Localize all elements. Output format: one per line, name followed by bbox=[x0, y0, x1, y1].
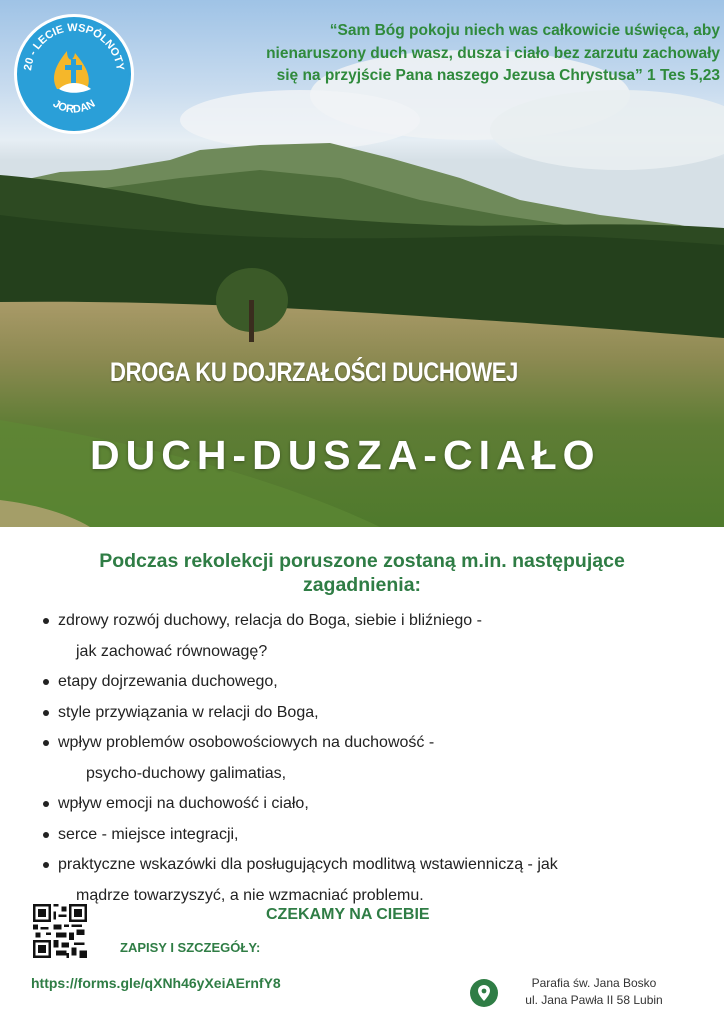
list-item: zdrowy rozwój duchowy, relacja do Boga, siebie i bliźniego - jak zachować równowagę? bbox=[40, 606, 700, 667]
parish-address bbox=[507, 975, 681, 1009]
topics-heading bbox=[30, 549, 694, 597]
list-item: wpływ problemów osobowościowych na duchowość - psycho-duchowy galimatias, bbox=[40, 728, 700, 789]
logo-graphic bbox=[17, 17, 131, 131]
quote-line: się na przyjście Pana naszego Jezusa Chrystusa” 1 Tes 5,23 bbox=[276, 67, 720, 84]
topics-heading-line: Podczas rekolekcji poruszone zostaną m.in. następujące bbox=[99, 550, 625, 572]
retreat-title: DUCH-DUSZA-CIAŁO bbox=[90, 432, 601, 478]
quote-line: nienaruszony duch wasz, dusza i ciało bez zarzutu zachowały bbox=[266, 44, 720, 62]
signup-label: ZAPISY I SZCZEGÓŁY: bbox=[120, 940, 261, 955]
bible-quote bbox=[150, 20, 720, 88]
logo-bottom-text: JORDAN bbox=[50, 97, 98, 116]
topics-list bbox=[40, 606, 700, 911]
list-item: style przywiązania w relacji do Boga, bbox=[40, 698, 700, 729]
cta-text: CZEKAMY NA CIEBIE bbox=[266, 906, 430, 923]
signup-link[interactable]: https://forms.gle/qXNh46yXeiAErnfY8 bbox=[31, 975, 281, 991]
cross-icon bbox=[71, 59, 76, 83]
list-item: etapy dojrzewania duchowego, bbox=[40, 667, 700, 698]
retreat-subtitle: DROGA KU DOJRZAŁOŚCI DUCHOWEJ bbox=[110, 357, 518, 387]
location-pin-icon bbox=[470, 979, 498, 1007]
list-item: praktyczne wskazówki dla posługujących modlitwą wstawienniczą - jak mądrze towarzyszyć, a nie wzmacniać problemu. bbox=[40, 850, 700, 911]
quote-line: “Sam Bóg pokoju niech was całkowicie uświęca, aby bbox=[329, 22, 720, 39]
topics-heading-line: zagadnienia: bbox=[302, 574, 422, 596]
list-item: wpływ emocji na duchowość i ciało, bbox=[40, 789, 700, 820]
jordan-community-logo bbox=[14, 14, 134, 134]
logo-top-text: 20 - LECIE WSPÓLNOTY bbox=[22, 21, 126, 72]
qr-code[interactable] bbox=[33, 904, 87, 958]
list-item: serce - miejsce integracji, bbox=[40, 820, 700, 851]
address-line: Parafia św. Jana Bosko bbox=[531, 976, 657, 990]
address-line: ul. Jana Pawła II 58 Lubin bbox=[525, 993, 663, 1007]
